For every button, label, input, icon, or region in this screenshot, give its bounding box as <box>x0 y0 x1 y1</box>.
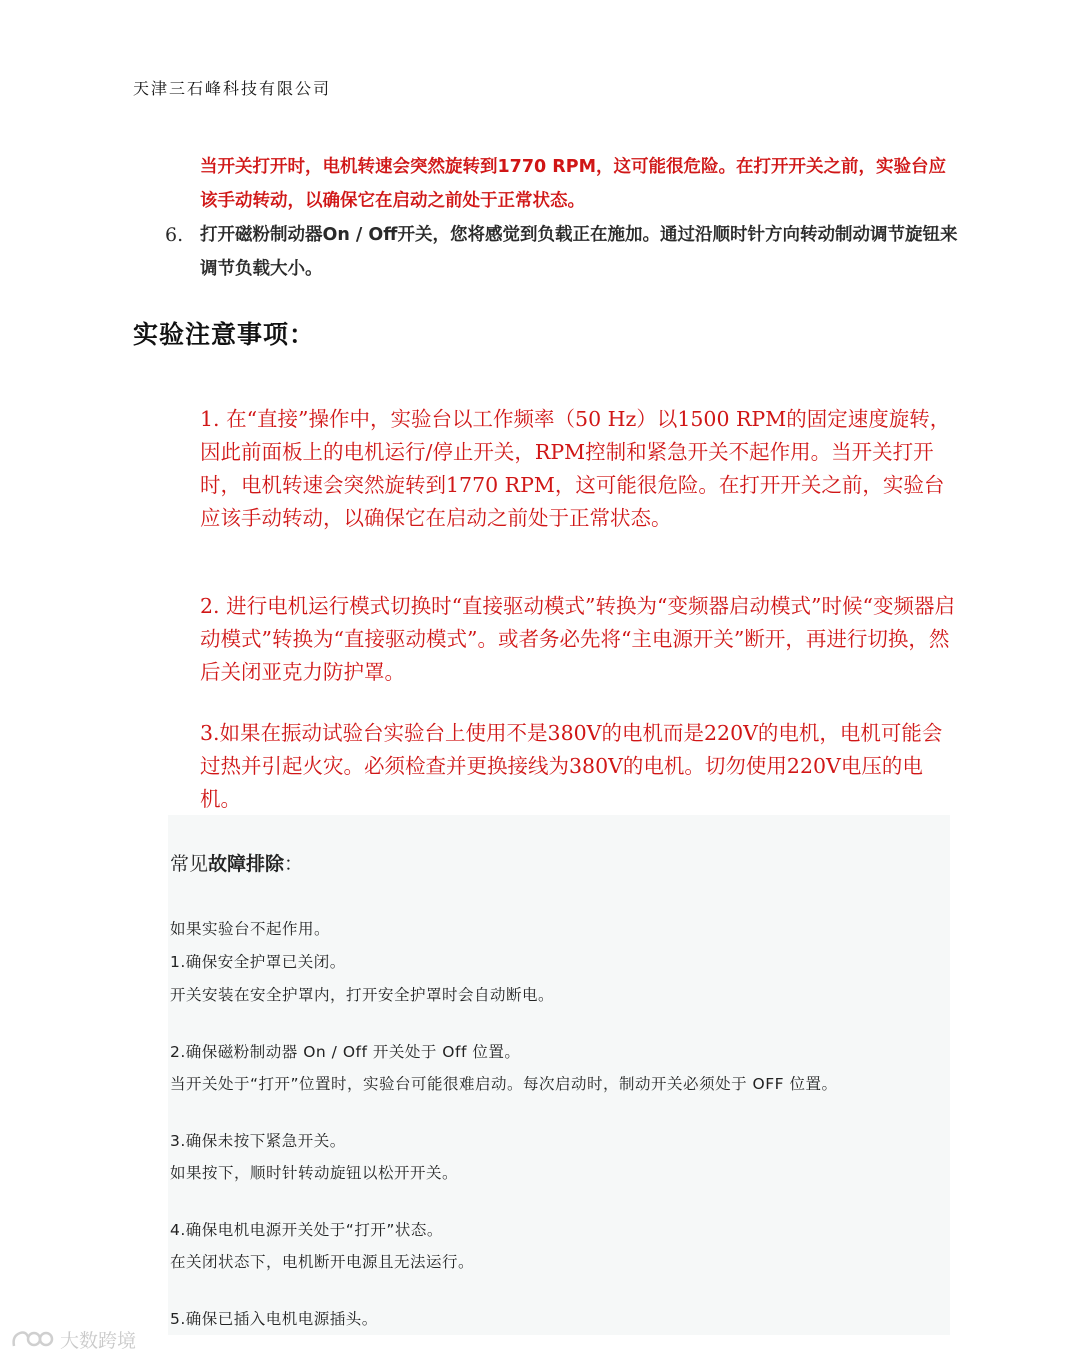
watermark-text: 大数跨境 <box>60 1330 137 1352</box>
warning-paragraph: 当开关打开时，电机转速会突然旋转到1770 RPM，这可能很危险。在打开开关之前，实验台应该手动转动，以确保它在启动之前处于正常状态。 <box>200 157 947 211</box>
troubleshooting-line: 如果实验台不起作用。 <box>170 920 331 938</box>
company-header: 天津三石峰科技有限公司 <box>133 79 332 98</box>
troubleshooting-line: 1.确保安全护罩已关闭。 <box>170 953 346 971</box>
note-2: 2. 进行电机运行模式切换时“直接驱动模式”转换为“变频器启动模式”时候“变频器启动模式”转换为“直接驱动模式”。或者务必先将“主电源开关”断开，再进行切换，然后关闭亚克力防护罩。 <box>200 594 955 684</box>
troubleshooting-line: 2.确保磁粉制动器 On / Off 开关处于 Off 位置。 <box>170 1043 521 1061</box>
title-suffix: ： <box>284 853 304 875</box>
troubleshooting-line: 3.确保未按下紧急开关。 <box>170 1132 346 1150</box>
step-6 <box>165 218 965 286</box>
title-bold: 故障排除 <box>208 853 285 875</box>
troubleshooting-line: 当开关处于“打开”位置时，实验台可能很难启动。每次启动时，制动开关必须处于 OFF 位置。 <box>170 1075 838 1093</box>
troubleshooting-line: 开关安装在安全护罩内，打开安全护罩时会自动断电。 <box>170 986 555 1004</box>
logo-icon <box>10 1328 54 1352</box>
troubleshooting-title <box>170 849 303 876</box>
troubleshooting-line: 4.确保电机电源开关处于“打开”状态。 <box>170 1221 443 1239</box>
troubleshooting-line: 5.确保已插入电机电源插头。 <box>170 1310 378 1328</box>
title-prefix: 常见 <box>170 853 209 875</box>
troubleshooting-line: 如果按下，顺时针转动旋钮以松开开关。 <box>170 1164 459 1182</box>
troubleshooting-panel <box>168 815 950 1335</box>
step-text: 打开磁粉制动器On / Off开关，您将感觉到负载正在施加。通过沿顺时针方向转动制动调节旋钮来调节负载大小。 <box>200 225 958 279</box>
watermark <box>10 1326 136 1353</box>
note-3: 3.如果在振动试验台实验台上使用不是380V的电机而是220V的电机，电机可能会过热并引起火灾。必须检查并更换接线为380V的电机。切勿使用220V电压的电机。 <box>200 721 943 811</box>
note-1: 1. 在“直接”操作中，实验台以工作频率（50 Hz）以1500 RPM的固定速度旋转，因此前面板上的电机运行/停止开关，RPM控制和紧急开关不起作用。当开关打开时，电机转速会突然旋转到1770 RPM，这可能很危险。在打开开关之前，实验台应该手动转动，以确保它在启动之前处于正常状态。 <box>200 407 951 530</box>
step-number: 6. <box>165 224 184 246</box>
troubleshooting-line: 在关闭状态下，电机断开电源且无法运行。 <box>170 1253 475 1271</box>
section-title: 实验注意事项： <box>133 320 316 349</box>
